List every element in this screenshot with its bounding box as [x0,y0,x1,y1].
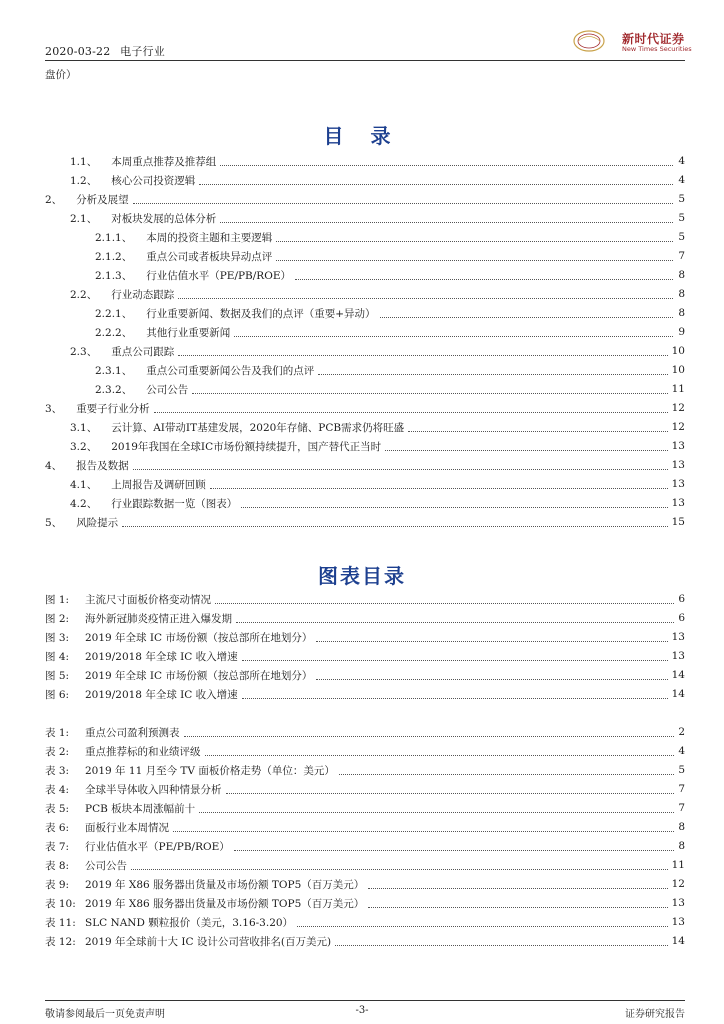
figure-entry-page: 13 [671,650,685,662]
toc-entry-page: 11 [671,383,685,395]
table-entry-title: 公司公告 [85,859,127,872]
toc-entry-page: 5 [678,193,685,205]
figure-entry[interactable] [45,666,685,684]
figure-entry-title: 2019 年全球 IC 市场份额（按总部所在地划分） [85,669,313,682]
table-entry-page: 8 [678,821,685,833]
table-entry-number: 表 5: [45,802,70,815]
disclaimer-note: 敬请参阅最后一页免责声明 [45,1009,165,1020]
toc-entry-title: 对板块发展的总体分析 [111,212,217,225]
toc-entry[interactable] [45,456,685,474]
table-entry-page: 14 [671,935,685,947]
toc-title: 目 录 [323,124,401,148]
toc-entry-page: 12 [671,402,685,414]
table-leader-dots [173,831,674,832]
table-entry-page: 5 [678,764,685,776]
table-entry[interactable] [45,856,685,874]
report-header [45,43,171,59]
toc-entry-page: 13 [671,478,685,490]
figure-leader-dots [242,698,668,699]
table-entry[interactable] [45,742,685,760]
toc-entry-title: 上周报告及调研回顾 [111,478,206,491]
figure-entry[interactable] [45,628,685,646]
table-entry[interactable] [45,723,685,741]
toc-leader-dots [408,431,668,432]
toc-entry-title: 行业跟踪数据一览（图表） [111,497,238,510]
figure-entry[interactable] [45,647,685,665]
toc-entry[interactable] [45,190,685,208]
table-entry-number: 表 2: [45,745,70,758]
toc-entry-number: 4.1、 [70,478,98,491]
toc-leader-dots [220,165,673,166]
figure-list-title: 图表目录 [318,564,406,588]
toc-entry[interactable] [95,247,685,265]
table-entry-page: 8 [678,840,685,852]
figure-leader-dots [316,679,667,680]
toc-entry[interactable] [70,152,685,170]
figure-entry[interactable] [45,590,685,608]
industry-label: 电子行业 [120,45,165,58]
toc-leader-dots [178,298,673,299]
toc-entry-number: 4.2、 [70,497,98,510]
figure-entry-title: 2019/2018 年全球 IC 收入增速 [85,650,238,663]
figure-entry-page: 14 [671,669,685,681]
table-entry-title: SLC NAND 颗粒报价（美元，3.16-3.20） [85,916,294,929]
toc-entry-number: 2.1.1、 [95,231,133,244]
toc-entry-title: 行业动态跟踪 [111,288,175,301]
toc-entry-title: 核心公司投资逻辑 [111,174,196,187]
table-entry-number: 表 8: [45,859,70,872]
continuation-text: 盘价） [45,69,77,81]
toc-entry-number: 2.3.1、 [95,364,133,377]
table-entry-title: 2019 年 X86 服务器出货量及市场份额 TOP5（百万美元） [85,897,365,910]
toc-entry[interactable] [45,399,685,417]
table-leader-dots [131,869,668,870]
toc-leader-dots [220,222,673,223]
figure-leader-dots [242,660,668,661]
table-entry-title: 2019 年全球前十大 IC 设计公司营收排名(百万美元) [85,935,332,948]
toc-entry-page: 4 [678,174,685,186]
table-entry-title: 面板行业本周情况 [85,821,169,834]
table-entry-page: 2 [678,726,685,738]
table-leader-dots [339,774,674,775]
figure-entry-title: 2019 年全球 IC 市场份额（按总部所在地划分） [85,631,313,644]
table-entry[interactable] [45,875,685,893]
toc-entry[interactable] [70,494,685,512]
table-entry-page: 7 [678,802,685,814]
toc-entry-title: 重点公司重要新闻公告及我们的点评 [146,364,315,377]
toc-leader-dots [199,184,673,185]
toc-entry-page: 8 [678,288,685,300]
toc-entry-page: 7 [678,250,685,262]
figure-leader-dots [236,622,674,623]
toc-entry-number: 2.1.3、 [95,269,133,282]
toc-entry[interactable] [70,437,685,455]
toc-entry[interactable] [70,475,685,493]
toc-entry-number: 1.1、 [70,155,98,168]
figure-entry-number: 图 6: [45,688,70,701]
table-leader-dots [184,736,675,737]
toc-entry-title: 其他行业重要新闻 [146,326,231,339]
figure-entry[interactable] [45,609,685,627]
table-entry-title: PCB 板块本周涨幅前十 [85,802,196,815]
toc-entry-title: 风险提示 [76,516,119,529]
toc-entry[interactable] [95,380,685,398]
table-leader-dots [226,793,675,794]
toc-leader-dots [122,526,667,527]
toc-leader-dots [276,241,673,242]
footer-divider [45,1000,685,1001]
table-leader-dots [368,888,667,889]
figure-leader-dots [316,641,667,642]
toc-entry[interactable] [70,171,685,189]
table-entry[interactable] [45,799,685,817]
table-entry-page: 13 [671,897,685,909]
table-entry-title: 全球半导体收入四种情景分析 [85,783,222,796]
table-leader-dots [199,812,674,813]
toc-entry[interactable] [70,342,685,360]
toc-entry-page: 13 [671,497,685,509]
toc-entry-number: 3、 [45,402,63,415]
toc-entry-number: 2.2、 [70,288,98,301]
table-entry[interactable] [45,894,685,912]
toc-entry-number: 2.2.1、 [95,307,133,320]
toc-leader-dots [276,260,673,261]
toc-entry-number: 4、 [45,459,63,472]
figure-leader-dots [215,603,674,604]
figure-entry-page: 6 [678,593,685,605]
toc-entry-number: 2.2.2、 [95,326,133,339]
toc-entry-page: 4 [678,155,685,167]
report-date: 2020-03-22 [45,45,111,58]
toc-entry[interactable] [95,228,685,246]
figure-entry-title: 海外新冠肺炎疫情正进入爆发期 [85,612,232,625]
figure-entry-page: 6 [678,612,685,624]
page-number: -3- [355,1005,369,1016]
toc-entry-page: 13 [671,440,685,452]
table-entry-page: 7 [678,783,685,795]
toc-entry[interactable] [95,266,685,284]
toc-entry-number: 2、 [45,193,63,206]
table-leader-dots [368,907,667,908]
toc-entry-title: 行业估值水平（PE/PB/ROE） [146,269,291,282]
toc-entry[interactable] [45,513,685,531]
toc-leader-dots [385,450,668,451]
table-entry[interactable] [45,818,685,836]
table-entry-title: 重点推荐标的和业绩评级 [85,745,201,758]
table-entry-title: 行业估值水平（PE/PB/ROE） [85,840,230,853]
figure-entry[interactable] [45,685,685,703]
table-entry-number: 表 7: [45,840,70,853]
table-entry-number: 表 9: [45,878,70,891]
toc-entry-number: 2.1.2、 [95,250,133,263]
toc-leader-dots [318,374,667,375]
toc-entry-page: 8 [678,269,685,281]
table-entry[interactable] [45,837,685,855]
toc-entry[interactable] [70,209,685,227]
toc-entry-page: 5 [678,212,685,224]
figure-entry-page: 13 [671,631,685,643]
table-leader-dots [205,755,675,756]
figure-entry-number: 图 4: [45,650,70,663]
table-entry-title: 重点公司盈利预测表 [85,726,180,739]
toc-leader-dots [133,203,673,204]
figure-entry-page: 14 [671,688,685,700]
toc-entry-number: 2.3、 [70,345,98,358]
header-divider [45,60,685,61]
toc-entry-number: 5、 [45,516,63,529]
table-entry-page: 4 [678,745,685,757]
figure-entry-number: 图 5: [45,669,70,682]
table-entry-number: 表 3: [45,764,70,777]
logo-chinese-name: 新时代证券 [622,32,685,46]
toc-entry-page: 12 [671,421,685,433]
table-entry-number: 表 12: [45,935,76,948]
toc-entry-number: 1.2、 [70,174,98,187]
table-entry-title: 2019 年 11 月至今 TV 面板价格走势（单位：美元） [85,764,335,777]
toc-leader-dots [133,469,668,470]
toc-entry-title: 重点公司或者板块异动点评 [146,250,273,263]
table-entry[interactable] [45,932,685,950]
table-entry-title: 2019 年 X86 服务器出货量及市场份额 TOP5（百万美元） [85,878,365,891]
toc-leader-dots [380,317,673,318]
toc-entry-page: 9 [678,326,685,338]
toc-entry-title: 行业重要新闻、数据及我们的点评（重要+异动） [146,307,376,320]
toc-entry-title: 重点公司跟踪 [111,345,175,358]
toc-entry[interactable] [70,285,685,303]
table-leader-dots [335,945,668,946]
toc-entry-title: 报告及数据 [76,459,129,472]
toc-entry-title: 分析及展望 [76,193,129,206]
logo-english-name: New Times Securities [622,45,692,53]
table-leader-dots [234,850,675,851]
toc-entry[interactable] [70,418,685,436]
company-logo [572,28,692,56]
toc-leader-dots [154,412,668,413]
toc-entry-number: 2.3.2、 [95,383,133,396]
table-entry-page: 12 [671,878,685,890]
toc-entry-page: 13 [671,459,685,471]
toc-entry-page: 5 [678,231,685,243]
toc-entry[interactable] [95,323,685,341]
toc-leader-dots [234,336,673,337]
toc-entry-page: 10 [671,345,685,357]
toc-entry-title: 2019年我国在全球IC市场份额持续提升，国产替代正当时 [111,440,382,453]
table-entry[interactable] [45,913,685,931]
toc-entry-title: 云计算、AI带动IT基建发展，2020年存储、PCB需求仍将旺盛 [111,421,405,434]
toc-entry[interactable] [95,361,685,379]
table-entry-page: 13 [671,916,685,928]
toc-entry-title: 本周的投资主题和主要逻辑 [146,231,273,244]
toc-leader-dots [241,507,667,508]
figure-entry-number: 图 3: [45,631,70,644]
logo-mark-icon [572,30,606,52]
toc-leader-dots [210,488,668,489]
figure-entry-number: 图 2: [45,612,70,625]
toc-leader-dots [178,355,667,356]
toc-entry-number: 3.2、 [70,440,98,453]
toc-entry-title: 公司公告 [146,383,189,396]
toc-entry-page: 15 [671,516,685,528]
report-type: 证券研究报告 [625,1009,685,1020]
toc-entry-title: 本周重点推荐及推荐组 [111,155,217,168]
table-entry-number: 表 11: [45,916,76,929]
figure-entry-number: 图 1: [45,593,70,606]
table-entry-number: 表 4: [45,783,70,796]
table-entry[interactable] [45,761,685,779]
toc-entry-page: 8 [678,307,685,319]
toc-leader-dots [192,393,667,394]
table-leader-dots [297,926,668,927]
table-entry-number: 表 1: [45,726,70,739]
toc-leader-dots [295,279,673,280]
table-entry-page: 11 [671,859,685,871]
toc-entry[interactable] [95,304,685,322]
toc-entry-number: 2.1、 [70,212,98,225]
figure-entry-title: 2019/2018 年全球 IC 收入增速 [85,688,238,701]
toc-entry-page: 10 [671,364,685,376]
table-entry[interactable] [45,780,685,798]
table-entry-number: 表 6: [45,821,70,834]
toc-entry-title: 重要子行业分析 [76,402,150,415]
table-entry-number: 表 10: [45,897,76,910]
toc-entry-number: 3.1、 [70,421,98,434]
figure-entry-title: 主流尺寸面板价格变动情况 [85,593,211,606]
